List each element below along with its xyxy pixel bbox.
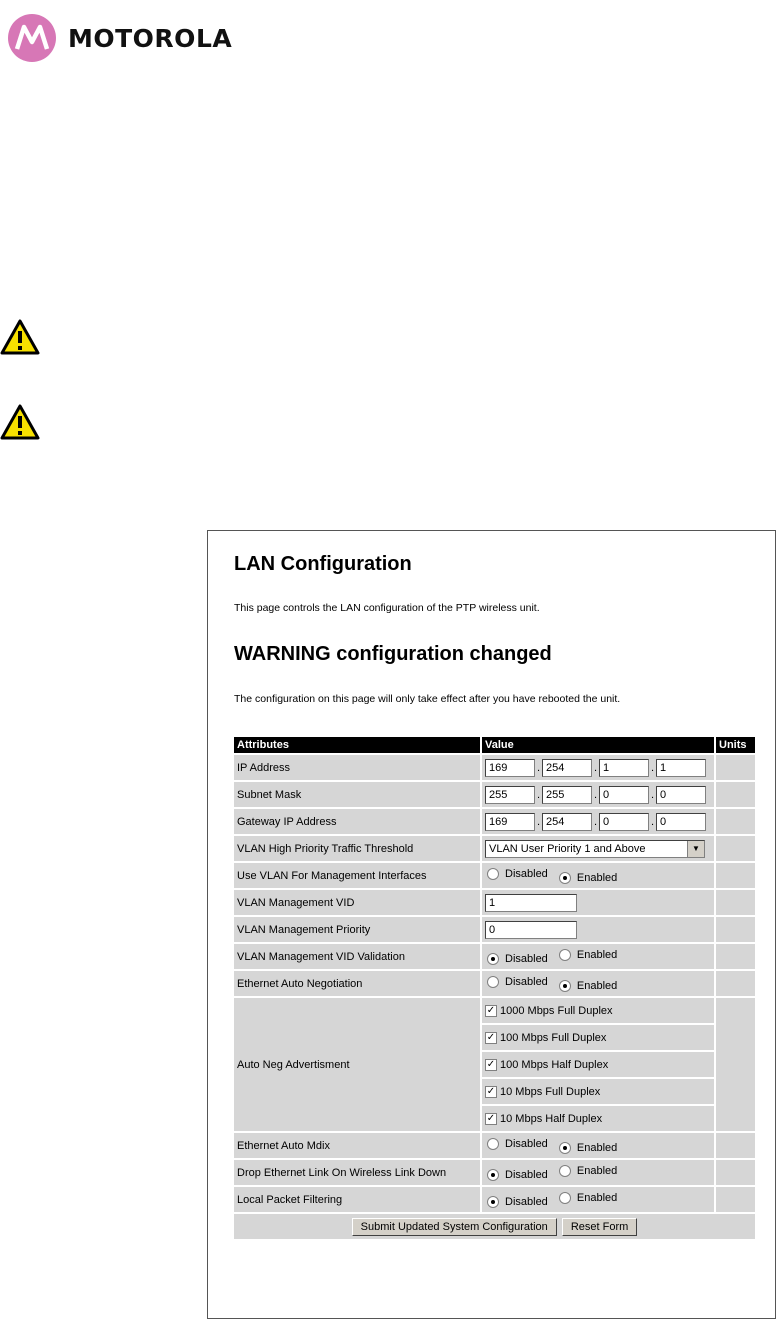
- vlan-mgmt-if-enabled[interactable]: Enabled: [557, 872, 617, 884]
- auto-neg-enabled[interactable]: Enabled: [557, 980, 617, 992]
- adv-option-cell: [482, 998, 714, 1023]
- drop-link-enabled[interactable]: Enabled: [557, 1165, 617, 1177]
- vlan-threshold-select[interactable]: [485, 840, 705, 858]
- adv-option-cell: [482, 1052, 714, 1077]
- units-cell: [716, 809, 755, 834]
- radio-selected-icon[interactable]: [559, 872, 571, 884]
- local-filter-disabled[interactable]: Disabled: [485, 1196, 548, 1208]
- checkmark-icon[interactable]: ✓: [486, 1086, 496, 1097]
- subnet-octet-3[interactable]: [599, 786, 649, 804]
- warning-icon: [0, 319, 40, 355]
- checkmark-icon[interactable]: ✓: [486, 1113, 496, 1124]
- units-cell: [716, 863, 755, 888]
- vlan-priority-value: [482, 917, 714, 942]
- gateway-octet-2[interactable]: [542, 813, 592, 831]
- dropdown-arrow-icon[interactable]: ▼: [687, 841, 704, 857]
- adv-100-full-checkbox[interactable]: ✓ 100 Mbps Full Duplex: [486, 1032, 607, 1044]
- table-row: [234, 944, 755, 969]
- eth-auto-neg-value: [482, 971, 714, 996]
- units-cell: [716, 944, 755, 969]
- checkmark-icon[interactable]: ✓: [486, 1005, 496, 1016]
- units-cell: [716, 836, 755, 861]
- adv-10-half-checkbox[interactable]: ✓ 10 Mbps Half Duplex: [486, 1113, 603, 1125]
- subnet-octet-4[interactable]: [656, 786, 706, 804]
- vlan-priority-label: VLAN Management Priority: [234, 917, 480, 942]
- radio-icon[interactable]: [487, 1138, 499, 1150]
- vlan-threshold-label: VLAN High Priority Traffic Threshold: [234, 836, 480, 861]
- reset-button[interactable]: Reset Form: [562, 1218, 637, 1236]
- units-cell: [716, 1133, 755, 1158]
- lan-config-panel: [207, 530, 776, 1319]
- button-row: [234, 1214, 755, 1239]
- local-filter-label: Local Packet Filtering: [234, 1187, 480, 1212]
- vlan-priority-input[interactable]: [485, 921, 577, 939]
- subnet-mask-value: 255 .255 .0 .0: [482, 782, 714, 807]
- vid-validation-disabled[interactable]: Disabled: [485, 953, 548, 965]
- subnet-mask-label: Subnet Mask: [234, 782, 480, 807]
- vlan-mgmt-if-label: Use VLAN For Management Interfaces: [234, 863, 480, 888]
- adv-option-cell: [482, 1025, 714, 1050]
- adv-option-cell: [482, 1079, 714, 1104]
- units-cell: [716, 890, 755, 915]
- table-row: [234, 863, 755, 888]
- units-cell: [716, 917, 755, 942]
- button-cell: [234, 1214, 755, 1239]
- table-row: [234, 809, 755, 834]
- header-attributes: Attributes: [234, 737, 480, 753]
- radio-icon[interactable]: [559, 949, 571, 961]
- radio-selected-icon[interactable]: [559, 980, 571, 992]
- gateway-octet-3[interactable]: [599, 813, 649, 831]
- header-units: Units: [716, 737, 755, 753]
- table-row: [234, 998, 755, 1023]
- vlan-vid-label: VLAN Management VID: [234, 890, 480, 915]
- radio-selected-icon[interactable]: [487, 953, 499, 965]
- adv-10-full-checkbox[interactable]: ✓ 10 Mbps Full Duplex: [486, 1086, 601, 1098]
- brand-name: MOTOROLA: [68, 23, 233, 53]
- drop-eth-link-label: Drop Ethernet Link On Wireless Link Down: [234, 1160, 480, 1185]
- vlan-threshold-selected: VLAN User Priority 1 and Above: [489, 842, 646, 855]
- vid-validation-enabled[interactable]: Enabled: [557, 949, 617, 961]
- table-row: [234, 836, 755, 861]
- eth-auto-neg-label: Ethernet Auto Negotiation: [234, 971, 480, 996]
- table-row: [234, 1160, 755, 1185]
- units-cell: [716, 782, 755, 807]
- vlan-vid-validation-value: [482, 944, 714, 969]
- radio-selected-icon[interactable]: [559, 1142, 571, 1154]
- adv-1000-full-checkbox[interactable]: ✓ 1000 Mbps Full Duplex: [486, 1005, 613, 1017]
- units-cell: [716, 998, 755, 1131]
- radio-icon[interactable]: [559, 1165, 571, 1177]
- vlan-threshold-value: [482, 836, 714, 861]
- units-cell: [716, 1160, 755, 1185]
- local-filter-enabled[interactable]: Enabled: [557, 1192, 617, 1204]
- table-header: [234, 737, 755, 753]
- ip-octet-3[interactable]: [599, 759, 649, 777]
- eth-auto-mdix-value: [482, 1133, 714, 1158]
- units-cell: [716, 1187, 755, 1212]
- radio-icon[interactable]: [487, 868, 499, 880]
- vlan-vid-value: [482, 890, 714, 915]
- motorola-logo: [8, 10, 266, 66]
- submit-button[interactable]: Submit Updated System Configuration: [352, 1218, 557, 1236]
- radio-icon[interactable]: [487, 976, 499, 988]
- adv-100-half-checkbox[interactable]: ✓ 100 Mbps Half Duplex: [486, 1059, 609, 1071]
- table-row: [234, 917, 755, 942]
- table-row: [234, 890, 755, 915]
- local-filter-value: [482, 1187, 714, 1212]
- checkmark-icon[interactable]: ✓: [486, 1032, 496, 1043]
- table-row: [234, 782, 755, 807]
- table-row: [234, 971, 755, 996]
- gateway-label: Gateway IP Address: [234, 809, 480, 834]
- drop-link-disabled[interactable]: Disabled: [485, 1169, 548, 1181]
- ip-octet-2[interactable]: [542, 759, 592, 777]
- auto-neg-adv-label: Auto Neg Advertisment: [234, 998, 480, 1131]
- vlan-mgmt-if-value: [482, 863, 714, 888]
- units-cell: [716, 755, 755, 780]
- drop-eth-link-value: [482, 1160, 714, 1185]
- radio-icon[interactable]: [559, 1192, 571, 1204]
- table-row: [234, 1133, 755, 1158]
- mdix-enabled[interactable]: Enabled: [557, 1142, 617, 1154]
- config-table: [232, 735, 757, 1241]
- subnet-octet-2[interactable]: [542, 786, 592, 804]
- auto-neg-disabled[interactable]: Disabled: [485, 976, 548, 988]
- vlan-mgmt-if-disabled[interactable]: Disabled: [485, 868, 548, 880]
- radio-selected-icon[interactable]: [487, 1196, 499, 1208]
- vlan-vid-input[interactable]: [485, 894, 577, 912]
- gateway-octet-4[interactable]: [656, 813, 706, 831]
- mdix-disabled[interactable]: Disabled: [485, 1138, 548, 1150]
- warning-icon: [0, 404, 40, 440]
- table-row: [234, 1187, 755, 1212]
- ip-octet-4[interactable]: [656, 759, 706, 777]
- ip-address-label: IP Address: [234, 755, 480, 780]
- motorola-batwing-icon: [8, 14, 56, 62]
- eth-auto-mdix-label: Ethernet Auto Mdix: [234, 1133, 480, 1158]
- ip-octet-1[interactable]: [485, 759, 535, 777]
- warning-title: WARNING configuration changed: [234, 643, 552, 665]
- checkmark-icon[interactable]: ✓: [486, 1059, 496, 1070]
- vlan-vid-validation-label: VLAN Management VID Validation: [234, 944, 480, 969]
- gateway-value: 169 .254 .0 .0: [482, 809, 714, 834]
- gateway-octet-1[interactable]: [485, 813, 535, 831]
- units-cell: [716, 971, 755, 996]
- adv-option-cell: [482, 1106, 714, 1131]
- table-row: [234, 755, 755, 780]
- radio-selected-icon[interactable]: [487, 1169, 499, 1181]
- ip-address-value: 169 .254 .1 .1: [482, 755, 714, 780]
- page-title: LAN Configuration: [234, 553, 412, 575]
- page-intro: This page controls the LAN configuration of the PTP wireless unit.: [234, 602, 540, 614]
- header-value: Value: [482, 737, 714, 753]
- warning-text: The configuration on this page will only take effect after you have rebooted the unit.: [234, 693, 621, 705]
- subnet-octet-1[interactable]: [485, 786, 535, 804]
